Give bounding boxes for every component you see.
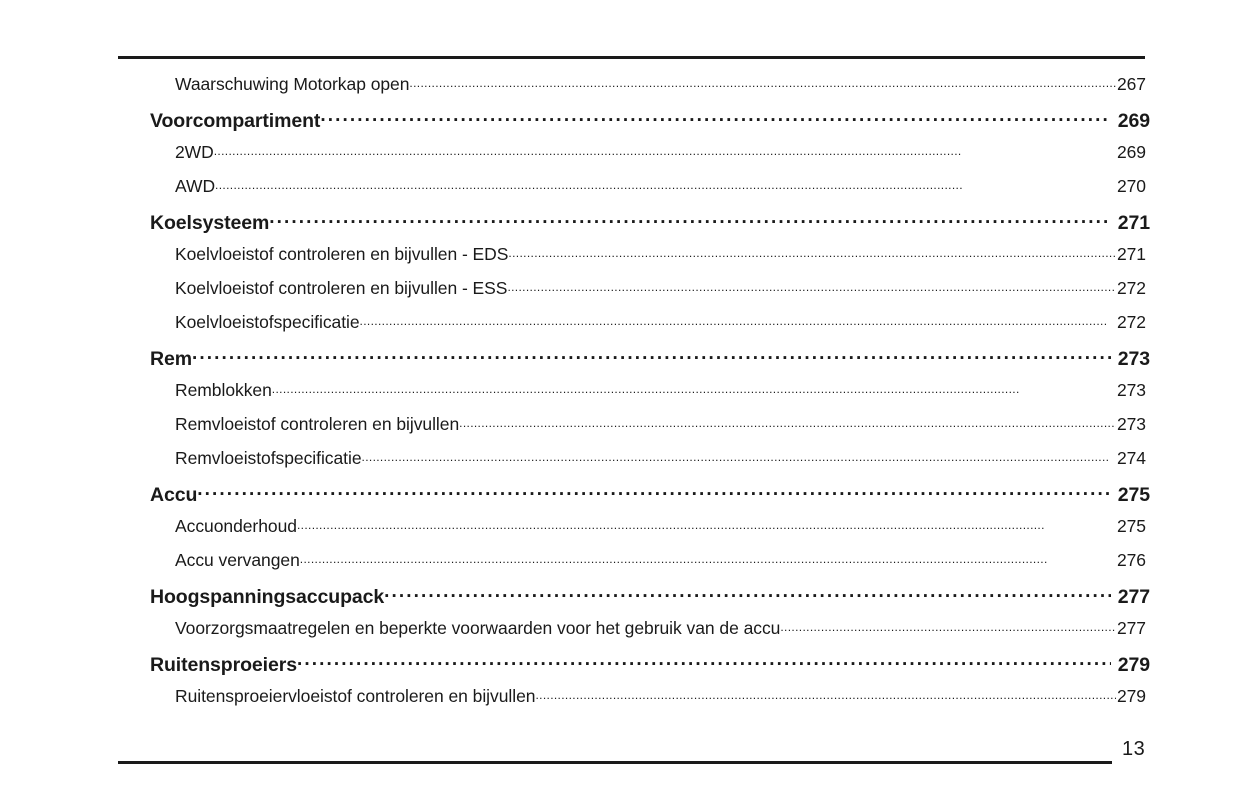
toc-dot-leader [508, 248, 1116, 260]
table-of-contents-list [0, 74, 1244, 720]
toc-entry-label: Ruitensproeiers [150, 654, 297, 676]
toc-entry[interactable] [0, 550, 1244, 584]
toc-entry-label: Remvloeistof controleren en bijvullen [175, 414, 460, 434]
toc-dot-leader [297, 652, 1111, 671]
toc-dot-leader [197, 482, 1110, 501]
toc-entry[interactable] [0, 244, 1244, 278]
toc-entry[interactable] [0, 652, 1244, 686]
toc-entry-page-number: 277 [1117, 586, 1150, 608]
toc-entry-page-number: 271 [1117, 212, 1150, 234]
footer-rule [118, 761, 1112, 764]
toc-entry[interactable] [0, 686, 1244, 720]
toc-entry-label: Voorzorgsmaatregelen en beperkte voorwaarden voor het gebruik van de accu [175, 618, 781, 638]
toc-entry-page-number: 275 [1116, 516, 1146, 536]
toc-dot-leader [320, 108, 1110, 127]
toc-entry-label: Ruitensproeiervloeistof controleren en bijvullen [175, 686, 536, 706]
toc-dot-leader [192, 346, 1111, 365]
toc-entry-page-number: 274 [1116, 448, 1146, 468]
toc-entry-page-number: 273 [1117, 348, 1150, 370]
toc-entry-label: Koelvloeistofspecificatie [175, 312, 360, 332]
toc-dot-leader [269, 210, 1111, 229]
toc-entry-page-number: 273 [1116, 414, 1146, 434]
toc-entry[interactable] [0, 108, 1244, 142]
toc-dot-leader [384, 584, 1111, 603]
toc-entry-page-number: 272 [1116, 278, 1146, 298]
toc-entry-page-number: 269 [1116, 142, 1146, 162]
toc-entry[interactable] [0, 210, 1244, 244]
toc-entry-label: Koelvloeistof controleren en bijvullen - ESS [175, 278, 508, 298]
toc-dot-leader [507, 282, 1116, 294]
toc-entry-page-number: 270 [1116, 176, 1146, 196]
toc-entry-page-number: 269 [1117, 110, 1150, 132]
toc-entry-page-number: 279 [1116, 686, 1146, 706]
toc-entry[interactable] [0, 176, 1244, 210]
toc-entry-label: Hoogspanningsaccupack [150, 586, 385, 608]
toc-entry[interactable] [0, 516, 1244, 550]
toc-entry[interactable] [0, 618, 1244, 652]
toc-entry-label: Accuonderhoud [175, 516, 297, 536]
toc-entry[interactable] [0, 482, 1244, 516]
toc-dot-leader [360, 316, 1116, 328]
toc-dot-leader [272, 384, 1116, 396]
toc-dot-leader [459, 418, 1116, 430]
toc-entry-page-number: 279 [1117, 654, 1150, 676]
toc-entry-label: Remblokken [175, 380, 272, 400]
toc-entry-label: AWD [175, 176, 216, 196]
toc-dot-leader [535, 690, 1115, 702]
toc-dot-leader [409, 78, 1116, 90]
toc-entry-page-number: 277 [1116, 618, 1146, 638]
toc-entry-label: Koelvloeistof controleren en bijvullen - EDS [175, 244, 509, 264]
toc-entry-page-number: 273 [1116, 380, 1146, 400]
toc-entry[interactable] [0, 346, 1244, 380]
toc-entry-label: Waarschuwing Motorkap open [175, 74, 410, 94]
page-number: 13 [1122, 738, 1146, 760]
toc-entry[interactable] [0, 448, 1244, 482]
toc-entry[interactable] [0, 312, 1244, 346]
toc-entry-page-number: 267 [1116, 74, 1146, 94]
toc-dot-leader [362, 452, 1116, 464]
toc-entry[interactable] [0, 414, 1244, 448]
toc-entry-page-number: 271 [1116, 244, 1146, 264]
toc-entry-label: Voorcompartiment [150, 110, 321, 132]
toc-dot-leader [300, 554, 1116, 566]
toc-entry-label: Koelsysteem [150, 212, 270, 234]
toc-entry-label: Accu [150, 484, 198, 506]
toc-entry[interactable] [0, 584, 1244, 618]
toc-dot-leader [214, 146, 1116, 158]
toc-entry-label: Accu vervangen [175, 550, 300, 570]
toc-entry[interactable] [0, 74, 1244, 108]
toc-entry-label: Remvloeistofspecificatie [175, 448, 362, 468]
toc-entry[interactable] [0, 142, 1244, 176]
toc-dot-leader [297, 520, 1116, 532]
toc-dot-leader [780, 622, 1116, 634]
toc-entry-label: Rem [150, 348, 192, 370]
toc-entry-label: 2WD [175, 142, 214, 162]
toc-entry-page-number: 276 [1116, 550, 1146, 570]
toc-dot-leader [215, 180, 1116, 192]
toc-entry[interactable] [0, 380, 1244, 414]
header-rule [118, 56, 1145, 59]
toc-entry[interactable] [0, 278, 1244, 312]
toc-entry-page-number: 275 [1117, 484, 1150, 506]
toc-entry-page-number: 272 [1116, 312, 1146, 332]
